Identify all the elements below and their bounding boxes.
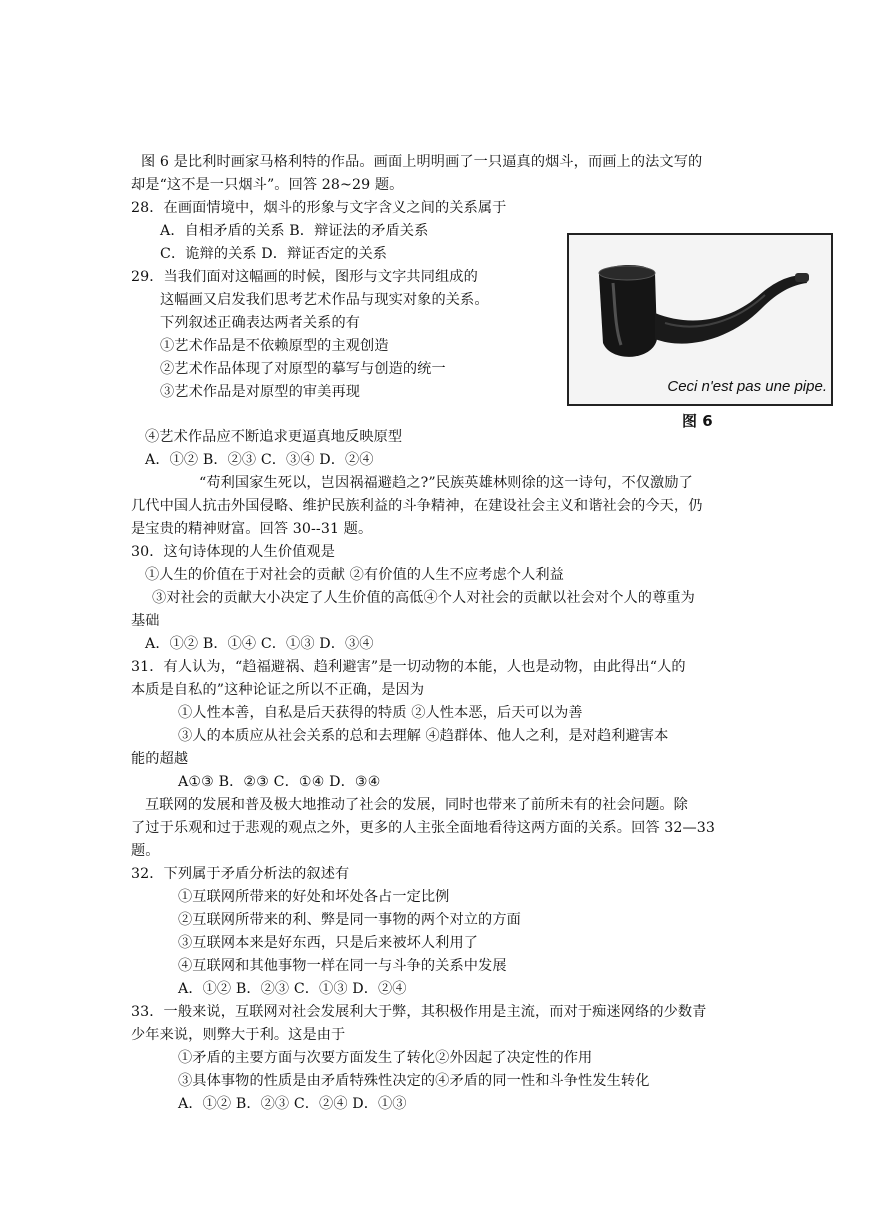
question-31-items-34: ③人的本质应从社会关系的总和去理解 ④趋群体、他人之利，是对趋利避害本 (178, 728, 669, 744)
question-31-stem-2: 本质是自私的”这种论证之所以不正确，是因为 (131, 682, 425, 698)
question-30-stem: 30．这句诗体现的人生价值观是 (131, 544, 335, 560)
question-30-options: A．①② B．①④ C．①③ D．③④ (145, 636, 374, 652)
question-30-items-34: ③对社会的贡献大小决定了人生价值的高低④个人对社会的贡献以社会对个人的尊重为 (152, 590, 695, 606)
question-31-items-34-cont: 能的超越 (131, 751, 189, 767)
question-29-stem-3: 下列叙述正确表达两者关系的有 (160, 315, 361, 331)
question-32-options: A．①② B．②③ C．①③ D．②④ (178, 981, 407, 997)
question-29-item-2: ②艺术作品体现了对原型的摹写与创造的统一 (160, 361, 446, 377)
passage-30-line-1: “苟利国家生死以，岂因祸福避趋之?”民族英雄林则徐的这一诗句，不仅激励了 (199, 475, 693, 491)
question-33-stem-2: 少年来说，则弊大于利。这是由于 (131, 1027, 346, 1043)
question-30-items-12: ①人生的价值在于对社会的贡献 ②有价值的人生不应考虑个人利益 (145, 567, 564, 583)
question-28-stem: 28．在画面情境中，烟斗的形象与文字含义之间的关系属于 (131, 200, 507, 216)
question-32-item-1: ①互联网所带来的好处和坏处各占一定比例 (178, 889, 450, 905)
question-32-item-4: ④互联网和其他事物一样在同一与斗争的关系中发展 (178, 958, 507, 974)
question-33-stem-1: 33．一般来说，互联网对社会发展利大于弊，其积极作用是主流，而对于痴迷网络的少数青 (131, 1004, 707, 1020)
pipe-bowl-rim (599, 266, 655, 280)
question-31-stem-1: 31．有人认为，“趋福避祸、趋利避害”是一切动物的本能，人也是动物，由此得出“人的 (131, 659, 686, 675)
question-29-item-4: ④艺术作品应不断追求更逼真地反映原型 (145, 429, 403, 445)
question-28-options-ab: A．自相矛盾的关系 B．辩证法的矛盾关系 (160, 223, 429, 239)
question-29-item-3: ③艺术作品是对原型的审美再现 (160, 384, 361, 400)
question-29-item-1: ①艺术作品是不依赖原型的主观创造 (160, 338, 389, 354)
pipe-mouthpiece (795, 273, 809, 282)
passage-32-line-1: 互联网的发展和普及极大地推动了社会的发展，同时也带来了前所未有的社会问题。除 (145, 797, 688, 813)
figure-6-label: 图 6 (682, 412, 713, 430)
intro-line-1: 图 6 是比利时画家马格利特的作品。画面上明明画了一只逼真的烟斗，而画上的法文写的 (141, 154, 703, 170)
question-33-options: A．①② B．②③ C．②④ D．①③ (178, 1096, 407, 1112)
figure-6-caption: Ceci n'est pas une pipe. (667, 378, 827, 395)
pipe-stem (655, 275, 807, 344)
question-30-items-34-cont: 基础 (131, 613, 160, 629)
question-32-item-3: ③互联网本来是好东西，只是后来被坏人利用了 (178, 935, 479, 951)
passage-30-line-3: 是宝贵的精神财富。回答 30--31 题。 (131, 521, 373, 537)
question-29-stem-1: 29．当我们面对这幅画的时候，图形与文字共同组成的 (131, 269, 478, 285)
question-32-item-2: ②互联网所带来的利、弊是同一事物的两个对立的方面 (178, 912, 521, 928)
question-29-options: A．①② B．②③ C．③④ D．②④ (145, 452, 374, 468)
question-29-stem-2: 这幅画又启发我们思考艺术作品与现实对象的关系。 (160, 292, 489, 308)
question-32-stem: 32．下列属于矛盾分析法的叙述有 (131, 866, 350, 882)
intro-line-2: 却是“这不是一只烟斗”。回答 28~29 题。 (131, 177, 404, 193)
question-28-options-cd: C．诡辩的关系 D．辩证否定的关系 (160, 246, 388, 262)
question-31-options: A①③ B．②③ C．①④ D．③④ (178, 774, 381, 790)
passage-32-line-2: 了过于乐观和过于悲观的观点之外，更多的人主张全面地看待这两方面的关系。回答 32—33 (131, 820, 716, 836)
question-33-items-12: ①矛盾的主要方面与次要方面发生了转化②外因起了决定性的作用 (178, 1050, 593, 1066)
question-33-items-34: ③具体事物的性质是由矛盾特殊性决定的④矛盾的同一性和斗争性发生转化 (178, 1073, 650, 1089)
question-31-items-12: ①人性本善，自私是后天获得的特质 ②人性本恶，后天可以为善 (178, 705, 583, 721)
passage-32-line-3: 题。 (131, 843, 160, 859)
passage-30-line-2: 几代中国人抗击外国侵略、维护民族利益的斗争精神，在建设社会主义和谐社会的今天，仍 (131, 498, 703, 514)
